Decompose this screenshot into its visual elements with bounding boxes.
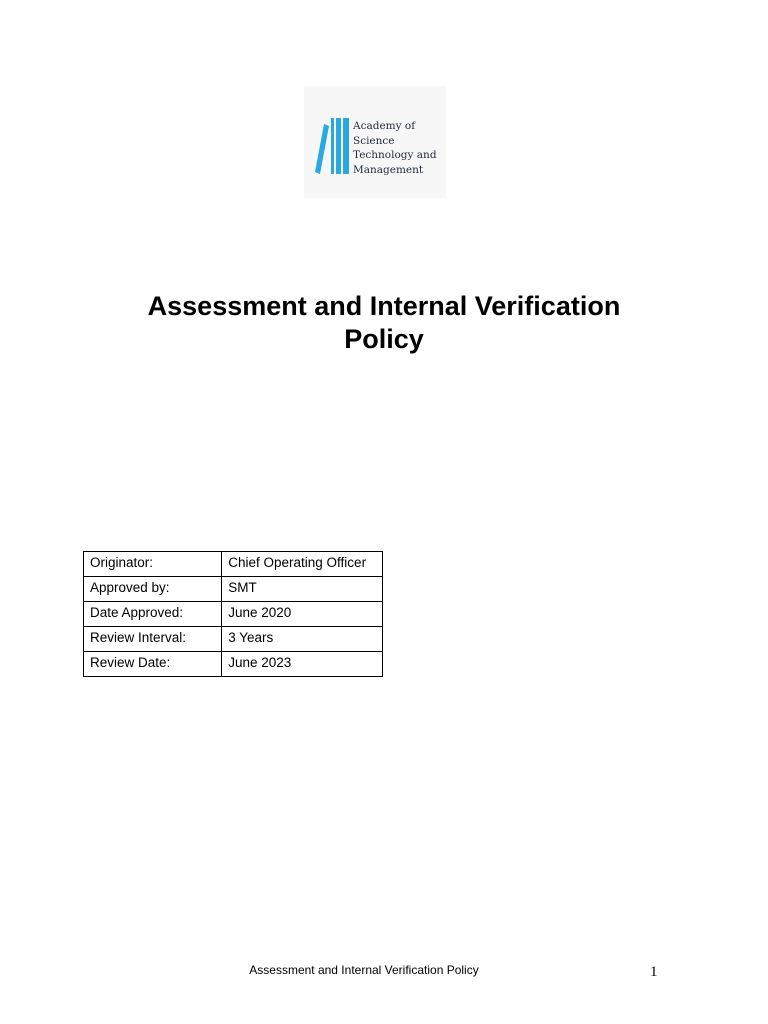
title-line-1: Assessment and Internal Verification <box>147 291 621 321</box>
review-date-value: June 2023 <box>222 652 383 677</box>
table-row <box>84 602 383 627</box>
logo-line: Science <box>353 134 395 147</box>
footer-title: Assessment and Internal Verification Policy <box>249 963 479 977</box>
approved-by-value: SMT <box>222 577 383 602</box>
logo-line: Technology and <box>353 149 437 161</box>
logo-line: Management <box>353 163 424 176</box>
document-title <box>84 290 684 356</box>
table-row <box>84 652 383 677</box>
page-number: 1 <box>650 964 658 980</box>
approved-by-label: Approved by: <box>84 577 222 602</box>
date-approved-label: Date Approved: <box>84 602 222 627</box>
title-line-2: Policy <box>344 324 424 354</box>
table-row <box>84 627 383 652</box>
table-row <box>84 552 383 577</box>
date-approved-value: June 2020 <box>222 602 383 627</box>
logo-line: Academy of <box>353 120 416 132</box>
table-row <box>84 577 383 602</box>
review-interval-label: Review Interval: <box>84 627 222 652</box>
originator-label: Originator: <box>84 552 222 577</box>
books-logo-icon <box>312 116 352 176</box>
academy-logo <box>304 86 446 198</box>
review-interval-value: 3 Years <box>222 627 383 652</box>
originator-value: Chief Operating Officer <box>222 552 383 577</box>
review-date-label: Review Date: <box>84 652 222 677</box>
policy-info-table <box>83 551 383 677</box>
logo-text <box>353 119 437 177</box>
